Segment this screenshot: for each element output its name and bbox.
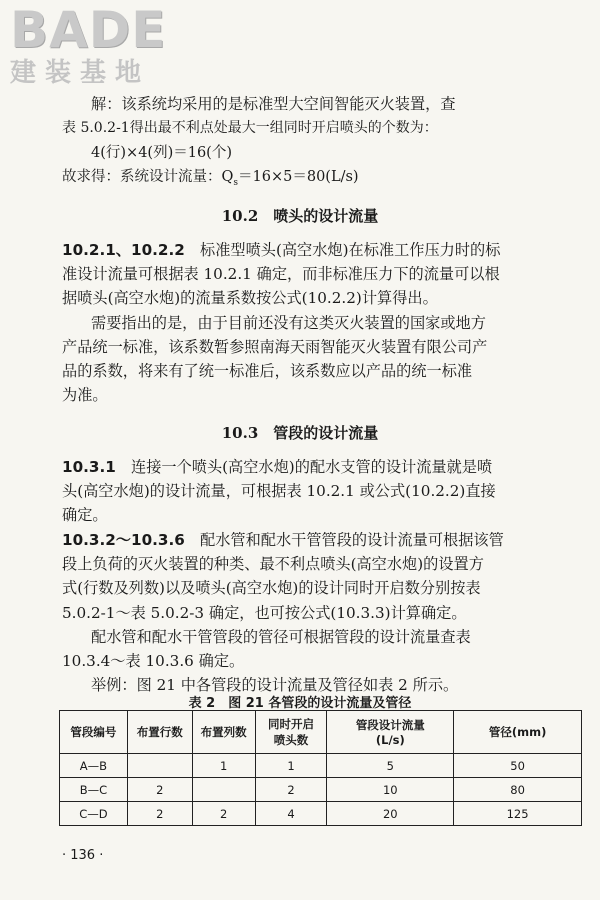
intro-result-text: 故求得：系统设计流量：Q (62, 169, 234, 185)
clause-10-3-1-line-2: 头(高空水炮)的设计流量，可根据表 10.2.1 或公式(10.2.2)直接 (62, 482, 496, 500)
clause-10-2-1-line-3: 据喷头(高空水炮)的流量系数按公式(10.2.2)计算得出。 (62, 289, 438, 307)
clause-10-3-2-line-2: 段上负荷的灭火装置的种类、最不利点喷头(高空水炮)的设置方 (62, 555, 484, 573)
table-row (60, 778, 582, 802)
col-flow-b: (L/s) (375, 733, 405, 747)
clause-10-3-2-line-4: 5.0.2-1～表 5.0.2-3 确定，也可按公式(10.3.3)计算确定。 (62, 604, 467, 622)
clause-text: 标准型喷头(高空水炮)在标准工作压力时的标 (200, 241, 501, 259)
pipe-diameter-line-1: 配水管和配水干管管段的管径可根据管段的设计流量查表 (91, 628, 471, 646)
note-line-1: 需要指出的是，由于目前还没有这类灭火装置的国家或地方 (91, 314, 486, 332)
intro-result-sub: s (233, 177, 239, 188)
col-rows: 布置行数 (127, 711, 192, 754)
cell-cols: 1 (192, 754, 255, 778)
col-segment: 管段编号 (60, 711, 128, 754)
cell-flow: 20 (327, 802, 454, 826)
clause-text: 连接一个喷头(高空水炮)的配水支管的设计流量就是喷 (131, 458, 493, 476)
table-header-row (60, 711, 582, 754)
clause-10-3-1-line-3: 确定。 (62, 506, 108, 524)
cell-diameter: 125 (454, 802, 582, 826)
cell-cols (192, 778, 255, 802)
intro-line-2: 表 5.0.2-1得出最不利点处最大一组同时开启喷头的个数为： (62, 120, 438, 136)
cell-simultaneous: 1 (255, 754, 327, 778)
clause-number: 10.3.2～10.3.6 (62, 531, 185, 549)
page-number: · 136 · (62, 848, 104, 863)
col-flow (327, 711, 454, 754)
cell-rows: 2 (127, 778, 192, 802)
cell-simultaneous: 2 (255, 778, 327, 802)
pipe-diameter-line-2: 10.3.4～表 10.3.6 确定。 (62, 652, 245, 670)
cell-rows: 2 (127, 802, 192, 826)
note-line-4: 为准。 (62, 386, 108, 404)
intro-result (62, 167, 359, 193)
col-simultaneous (255, 711, 327, 754)
col-cols: 布置列数 (192, 711, 255, 754)
clause-10-2-1 (62, 240, 500, 260)
col-simultaneous-b: 喷头数 (273, 733, 309, 747)
table-row (60, 802, 582, 826)
cell-flow: 10 (327, 778, 454, 802)
example-line: 举例：图 21 中各管段的设计流量及管径如表 2 所示。 (91, 676, 459, 694)
cell-simultaneous: 4 (255, 802, 327, 826)
cell-segment: A—B (60, 754, 128, 778)
cell-diameter: 80 (454, 778, 582, 802)
section-10-2-heading: 10.2 喷头的设计流量 (221, 207, 379, 225)
logo-word: BADE (10, 1, 167, 59)
clause-10-3-1 (62, 457, 492, 477)
col-simultaneous-a: 同时开启 (268, 717, 315, 731)
clause-10-2-1-line-2: 准设计流量可根据表 10.2.1 确定，而非标准压力下的流量可以根 (62, 265, 500, 283)
section-10-3-heading: 10.3 管段的设计流量 (221, 424, 379, 442)
clause-number: 10.2.1、10.2.2 (62, 241, 185, 259)
cell-diameter: 50 (454, 754, 582, 778)
watermark-logo (10, 1, 180, 88)
note-line-2: 产品统一标准，该系数暂参照南海天雨智能灭火装置有限公司产 (62, 338, 488, 356)
intro-line-1: 解：该系统均采用的是标准型大空间智能灭火装置，查 (91, 95, 456, 113)
clause-text: 配水管和配水干管管段的设计流量可根据该管 (200, 531, 504, 549)
clause-number: 10.3.1 (62, 458, 116, 476)
table-caption: 表 2 图 21 各管段的设计流量及管径 (188, 696, 412, 711)
clause-10-3-2 (62, 530, 504, 550)
cell-rows (127, 754, 192, 778)
cell-cols: 2 (192, 802, 255, 826)
cell-flow: 5 (327, 754, 454, 778)
note-line-3: 品的系数，将来有了统一标准后，该系数应以产品的统一标准 (62, 362, 473, 380)
table-row (60, 754, 582, 778)
col-diameter: 管径(mm) (454, 711, 582, 754)
col-flow-a: 管段设计流量 (355, 718, 425, 732)
flow-table (59, 710, 582, 826)
intro-result-rest: ＝16×5＝80(L/s) (238, 169, 359, 185)
clause-10-3-2-line-3: 式(行数及列数)以及喷头(高空水炮)的设计同时开启数分别按表 (62, 579, 481, 597)
intro-formula: 4(行)×4(列)＝16(个) (91, 145, 232, 161)
cell-segment: C—D (60, 802, 128, 826)
logo-subtitle: 建装基地 (10, 58, 151, 88)
cell-segment: B—C (60, 778, 128, 802)
